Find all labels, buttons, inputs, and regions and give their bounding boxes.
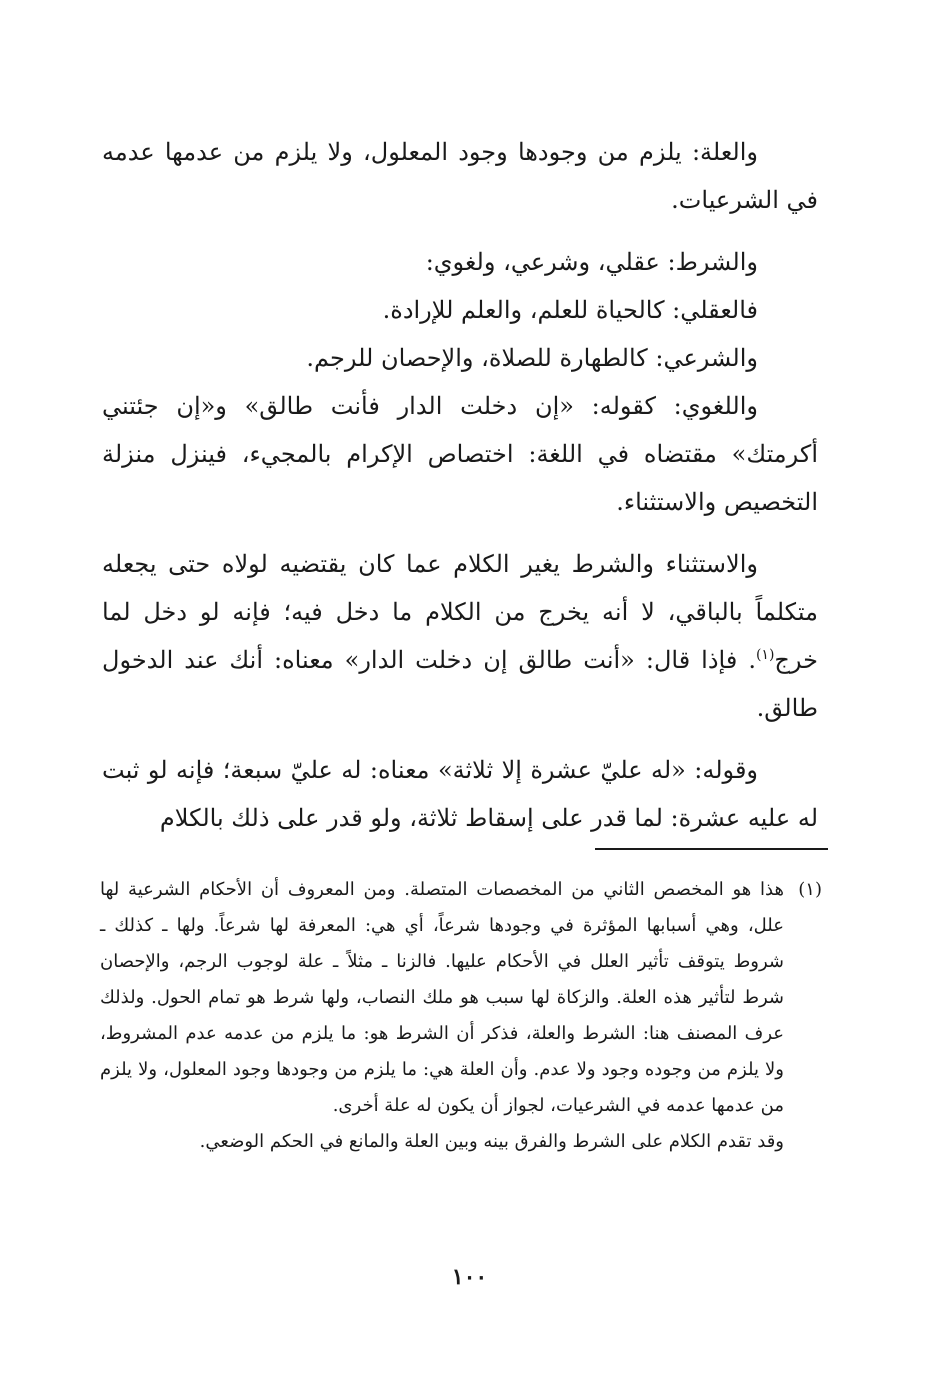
paragraph-lughawi: واللغوي: كقوله: «إن دخلت الدار فأنت طالق» و«إن جئتني أكرمتك» مقتضاه في اللغة: اختصاص الإكرام بالمجيء، فينزل منزلة التخصيص والاستثناء. <box>102 392 818 516</box>
footnotes-block <box>100 872 822 1160</box>
paragraph-shart-types: والشرط: عقلي، وشرعي، ولغوي: <box>425 248 758 276</box>
footnote-reference[interactable]: (١) <box>755 647 775 663</box>
footnote-extra: وقد تقدم الكلام على الشرط والفرق بينه وبين العلة والمانع في الحكم الوضعي. <box>199 1131 784 1152</box>
footnote-divider <box>595 848 828 850</box>
paragraph-istithna <box>102 540 818 732</box>
footnote-number: (١) <box>798 879 822 900</box>
footnote-1 <box>100 872 822 1124</box>
paragraph-istithna-part1: والاستثناء والشرط يغير الكلام عما كان يقتضيه لولاه حتى يجعله متكلماً بالباقي، لا أنه يخرج من الكلام ما دخل فيه؛ فإنه لو دخل لما خرج <box>102 550 818 674</box>
paragraph-istithna-part2: . فإذا قال: «أنت طالق إن دخلت الدار» معناه: أنك عند الدخول طالق. <box>102 646 818 722</box>
paragraph-sharii: والشرعي: كالطهارة للصلاة، والإحصان للرجم. <box>306 344 758 372</box>
main-text-block <box>102 128 818 842</box>
page-number: ١٠٠ <box>451 1264 488 1290</box>
paragraph-illa: والعلة: يلزم من وجودها وجود المعلول، ولا يلزم من عدمها عدمه في الشرعيات. <box>102 138 818 214</box>
footnote-text: هذا هو المخصص الثاني من المخصصات المتصلة. ومن المعروف أن الأحكام الشرعية لها علل، وهي أسبابها المؤثرة في وجودها شرعاً، أي هي: المعرفة لها شرعاً. ولها ـ كذلك ـ شروط يتوقف تأثير العلل في الأحكام عليها. فالزنا ـ مثلاً ـ علة لوجوب الرجم، والإحصان شرط لتأثير هذه العلة. والزكاة لها سبب هو ملك النصاب، ولها شرط هو تمام الحول. ولذلك عرف المصنف هنا: الشرط والعلة، فذكر أن الشرط هو: ما يلزم من عدمه عدم المشروط، ولا يلزم من وجوده وجود ولا عدم. وأن العلة هي: ما يلزم من وجودها وجود المعلول، ولا يلزم من عدمها عدمه في الشرعيات، لجواز أن يكون له علة أخرى. <box>100 879 784 1116</box>
paragraph-aqli: فالعقلي: كالحياة للعلم، والعلم للإرادة. <box>382 296 758 324</box>
paragraph-qawluhu: وقوله: «له عليّ عشرة إلا ثلاثة» معناه: له عليّ سبعة؛ فإنه لو ثبت له عليه عشرة: لما قدر على إسقاط ثلاثة، ولو قدر على ذلك بالكلام <box>102 756 818 832</box>
